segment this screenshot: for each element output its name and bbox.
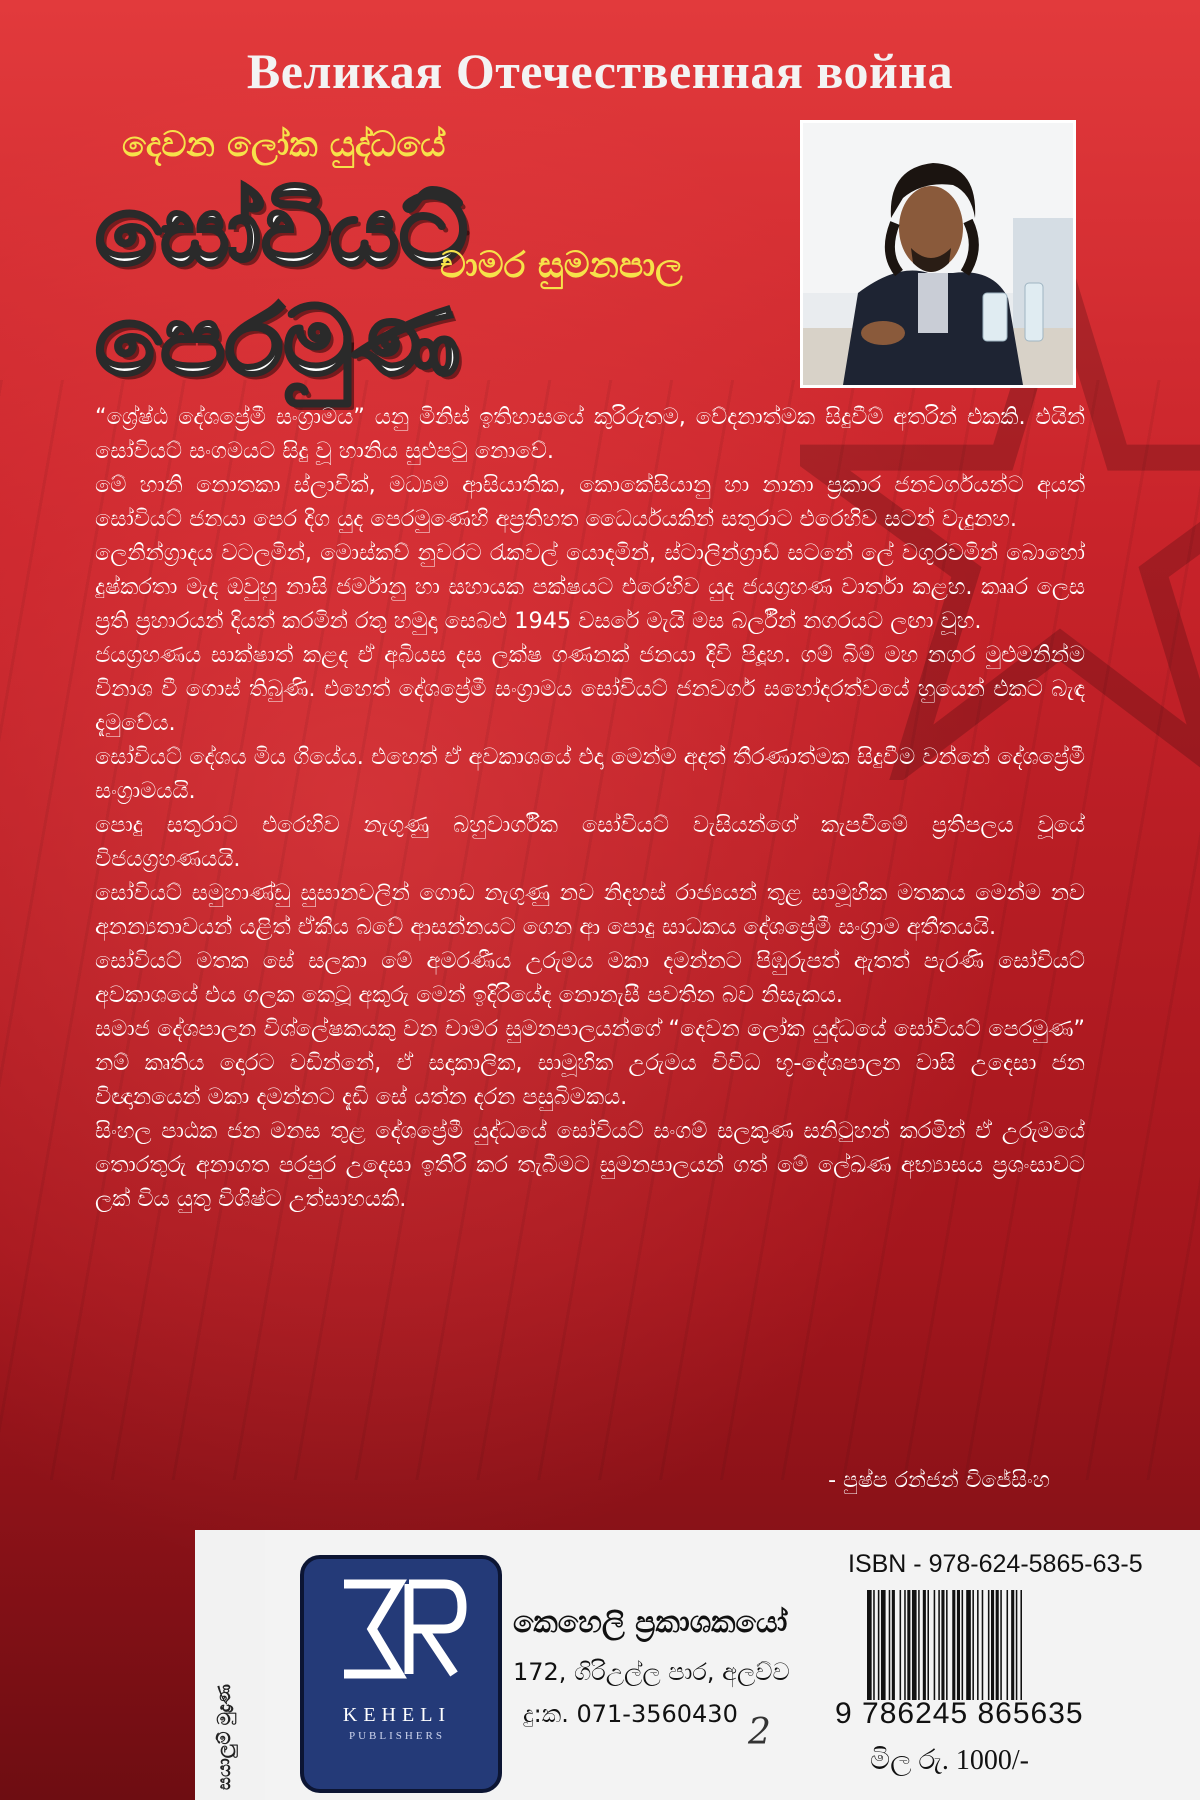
publisher-logo [300,1555,502,1793]
author-name: චාමර සුමනපාල [440,245,683,286]
blurb-paragraph: “ශ්‍රේෂ්ඨ දේශප්‍රේමී සංග්‍රාමය” යනු මිනිස් ඉතිහාසයේ කුරිරුතම, වේදනාත්මක සිදුවීම් අතරින් එකකි. එයින් සෝවියට් සංගමයට සිදු වූ හානිය සුළුපටු නොවේ. [95,404,1085,464]
blurb-paragraph: ලෙනින්ග්‍රාදය වටලමින්, මොස්කව් නුවරට රැකවල් යොදමින්, ස්ටාලින්ග්‍රාඩ් සටනේ ලේ වගුරවමින් බොහෝ දුෂ්කරතා මැද ඔවුහු නාසි ජර්මානු හා සහායක පක්ෂයට එරෙහිව යුද ජයග්‍රහණ වාර්තා කළහ. කෲර ලෙස ප්‍රති ප්‍රහාරයන් දියත් කරමින් රතු හමුදා සෙබළු 1945 වසරේ මැයි මස බර්ලීන් නගරයට ලඟා වූහ. [95,540,1085,634]
blurb-paragraph: පොදු සතුරාට එරෙහිව නැගුණු බහුවාර්ගික සෝවියට් වැසියන්ගේ කැපවීමේ ප්‍රතිපලය වූයේ විජයග්‍රහණයයි. [95,812,1085,872]
blurb-paragraph: සෝවියට් මතක සේ සලකා මේ අමරණීය උරුමය මකා දමන්නට පිඹුරුපත් ඇතත් පැරණි සෝවියට් අවකාශයේ එය ගලක කෙටූ අකුරු මෙන් ඉදිරියේද නොනැසී පවතින බව නිසැකය. [95,948,1085,1008]
publisher-name: කෙහෙලි ප්‍රකාශකයෝ [513,1605,788,1640]
russian-title: Великая Отечественная война [246,43,954,99]
author-portrait-image [803,123,1073,385]
blurb-paragraph: මේ හානි නොතකා ස්ලාවික්, මධ්‍යම ආසියාතික, කොකේසියානු හා නානා ප්‍රකාර ජනවර්ගයන්ට අයත් සෝවියට් ජනයා පෙර දිග යුද පෙරමුණෙහි අප්‍රතිහත ධෛර්යයකින් සතුරාට එරෙහිව සටන් වැදුනහ. [95,472,1085,532]
blurb-text [95,400,1085,1216]
reviewer-signature: - පුෂ්ප රන්ජන් විජේසිංහ [828,1468,1050,1493]
blurb-paragraph: සෝවියට් දේශය මිය ගියේය. එහෙත් ඒ අවකාශයේ එදා මෙන්ම අදත් තීරණාත්මක සිදුවීම වන්නේ දේශප්‍රේමී සංග්‍රාමයයි. [95,744,1085,804]
keheli-logo-icon [304,1559,490,1699]
barcode-image [865,1590,1165,1700]
logo-wordmark: KEHELI [342,1704,452,1726]
handwritten-mark: 2 [748,1712,771,1753]
blurb-paragraph: සෝවියට් සමුහාණ්ඩු සුසානවලින් ගොඩ නැගුණු නව නිදහස් රාජ්‍යයන් තුළ සාමූහික මතකය මෙන්ම නව අනන්‍යතාවයන් යළිත් ඒකීය බවේ ආසන්නයට ගෙන ආ පොදු සාධකය දේශප්‍රේමී සංග්‍රාම අතීතයයි. [95,880,1085,940]
isbn-label: ISBN - 978-624-5865-63-5 [848,1550,1143,1578]
book-title-line-2: පෙරමුණ [95,285,461,397]
publisher-phone: දු:ක. 071-3560430 [523,1700,738,1728]
spine-text: සයාලුම් මුද්‍රණ [214,1684,235,1790]
book-title-line-1: සෝවියට් [95,175,469,287]
author-photo [800,120,1076,388]
book-subtitle: දෙවන ලෝක යුද්ධයේ [122,125,446,165]
publisher-address: 172, ගිරිඋල්ල පාර, අලව්ව [513,1658,790,1686]
barcode-digits: 9 786245 865635 [835,1697,1084,1730]
blurb-paragraph: සමාජ දේශපාලන විශ්ලේෂකයකු වන චාමර සුමනපාලයන්ගේ “දෙවන ලෝක යුද්ධයේ සෝවියට් පෙරමුණ” නම් කෘතිය දොරට වඩින්නේ, ඒ සදාකාලික, සාමූහික උරුමය විවිධ භූ-දේශපාලන වාසි උදෙසා ජන විඥානයෙන් මකා දමන්නට දැඩි සේ යත්න දරන පසුබිමකය. [95,1016,1085,1110]
price-label: මිල රු. 1000/- [870,1745,1030,1776]
logo-subtitle: PUBLISHERS [348,1730,446,1742]
blurb-paragraph: සිංහල පාඨක ජන මනස තුළ දේශප්‍රේමී යුද්ධයේ සෝවියට් සංගම් සලකුණ සනිටුහන් කරමින් ඒ උරුමයේ තොරතුරු අනාගත පරපුර උදෙසා ඉතිරි කර තැබීමට සුමනපාලයන් ගත් මේ ලේඛණ අභ්‍යාසය ප්‍රශංසාවට ලක් විය යුතු විශිෂ්ට උත්සාහයකි. [95,1118,1085,1212]
blurb-paragraph: ජයග්‍රහණය සාක්ෂාත් කළද ඒ අබියස දස ලක්ෂ ගණනක් ජනයා දිවි පිදූහ. ගම් බිම් මහ නගර මුළුමනින්ම විනාශ වී ගොස් තිබුණි. එහෙත් දේශප්‍රේමී සංග්‍රාමය සෝවියට් ජනවර්ග සහෝදරත්වයේ හුයෙන් එකට බැඳ දැමුවේය. [95,642,1085,736]
